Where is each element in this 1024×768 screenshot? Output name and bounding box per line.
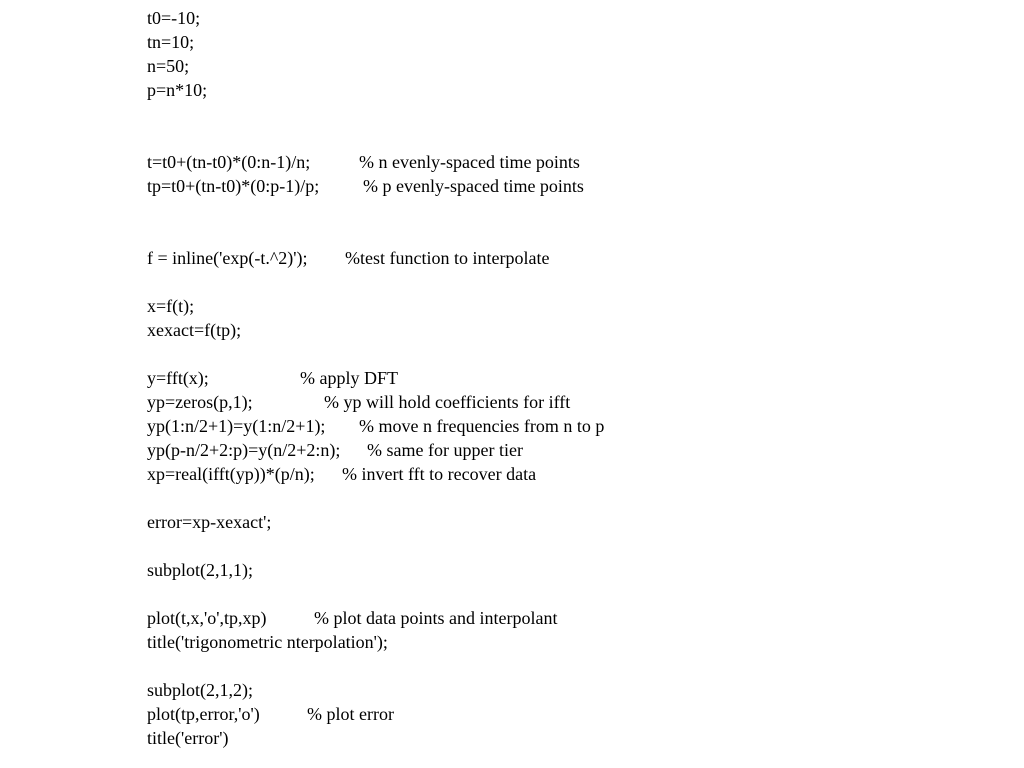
code-line-18 <box>147 414 1007 438</box>
code-statement: subplot(2,1,2); <box>147 680 253 700</box>
code-line-2 <box>147 30 1007 54</box>
code-comment: % n evenly-spaced time points <box>359 152 580 172</box>
code-line-24 <box>147 558 1007 582</box>
code-comment: % yp will hold coefficients for ifft <box>324 392 571 412</box>
code-line-1 <box>147 6 1007 30</box>
code-line-22 <box>147 510 1007 534</box>
blank-line <box>147 102 1007 126</box>
code-line-29 <box>147 678 1007 702</box>
blank-line <box>147 126 1007 150</box>
code-statement: p=n*10; <box>147 80 208 100</box>
code-comment: % invert fft to recover data <box>342 464 537 484</box>
code-comment: % plot error <box>307 704 394 724</box>
code-comment: % apply DFT <box>300 368 398 388</box>
code-statement: plot(tp,error,'o') <box>147 704 260 724</box>
code-statement: xexact=f(tp); <box>147 320 242 340</box>
code-line-26 <box>147 606 1007 630</box>
code-statement: tp=t0+(tn-t0)*(0:p-1)/p; <box>147 176 320 196</box>
code-line-17 <box>147 390 1007 414</box>
code-statement: n=50; <box>147 56 190 76</box>
code-line-7 <box>147 150 1007 174</box>
code-line-30 <box>147 702 1007 726</box>
code-line-16 <box>147 366 1007 390</box>
code-line-19 <box>147 438 1007 462</box>
code-comment: % same for upper tier <box>367 440 523 460</box>
code-statement: subplot(2,1,1); <box>147 560 253 580</box>
code-comment: % plot data points and interpolant <box>314 608 558 628</box>
code-line-14 <box>147 318 1007 342</box>
code-statement: yp(1:n/2+1)=y(1:n/2+1); <box>147 416 326 436</box>
code-statement: x=f(t); <box>147 296 195 316</box>
code-line-13 <box>147 294 1007 318</box>
blank-line <box>147 270 1007 294</box>
blank-line <box>147 654 1007 678</box>
code-statement: plot(t,x,'o',tp,xp) <box>147 608 267 628</box>
blank-line <box>147 342 1007 366</box>
code-statement: yp(p-n/2+2:p)=y(n/2+2:n); <box>147 440 341 460</box>
blank-line <box>147 198 1007 222</box>
blank-line <box>147 486 1007 510</box>
code-statement: y=fft(x); <box>147 368 209 388</box>
blank-line <box>147 582 1007 606</box>
code-statement: f = inline('exp(-t.^2)'); <box>147 248 308 268</box>
code-comment: %test function to interpolate <box>345 248 550 268</box>
code-line-31 <box>147 726 1007 750</box>
code-line-11 <box>147 246 1007 270</box>
code-comment: % move n frequencies from n to p <box>359 416 605 436</box>
code-statement: title('trigonometric nterpolation'); <box>147 632 388 652</box>
blank-line <box>147 222 1007 246</box>
code-line-20 <box>147 462 1007 486</box>
code-statement: t0=-10; <box>147 8 201 28</box>
code-line-8 <box>147 174 1007 198</box>
matlab-code-listing <box>147 6 1007 750</box>
code-statement: yp=zeros(p,1); <box>147 392 253 412</box>
code-statement: tn=10; <box>147 32 195 52</box>
code-comment: % p evenly-spaced time points <box>363 176 584 196</box>
code-line-3 <box>147 54 1007 78</box>
code-statement: error=xp-xexact'; <box>147 512 272 532</box>
code-statement: t=t0+(tn-t0)*(0:n-1)/n; <box>147 152 311 172</box>
code-statement: xp=real(ifft(yp))*(p/n); <box>147 464 315 484</box>
code-statement: title('error') <box>147 728 229 748</box>
code-line-27 <box>147 630 1007 654</box>
code-line-4 <box>147 78 1007 102</box>
blank-line <box>147 534 1007 558</box>
